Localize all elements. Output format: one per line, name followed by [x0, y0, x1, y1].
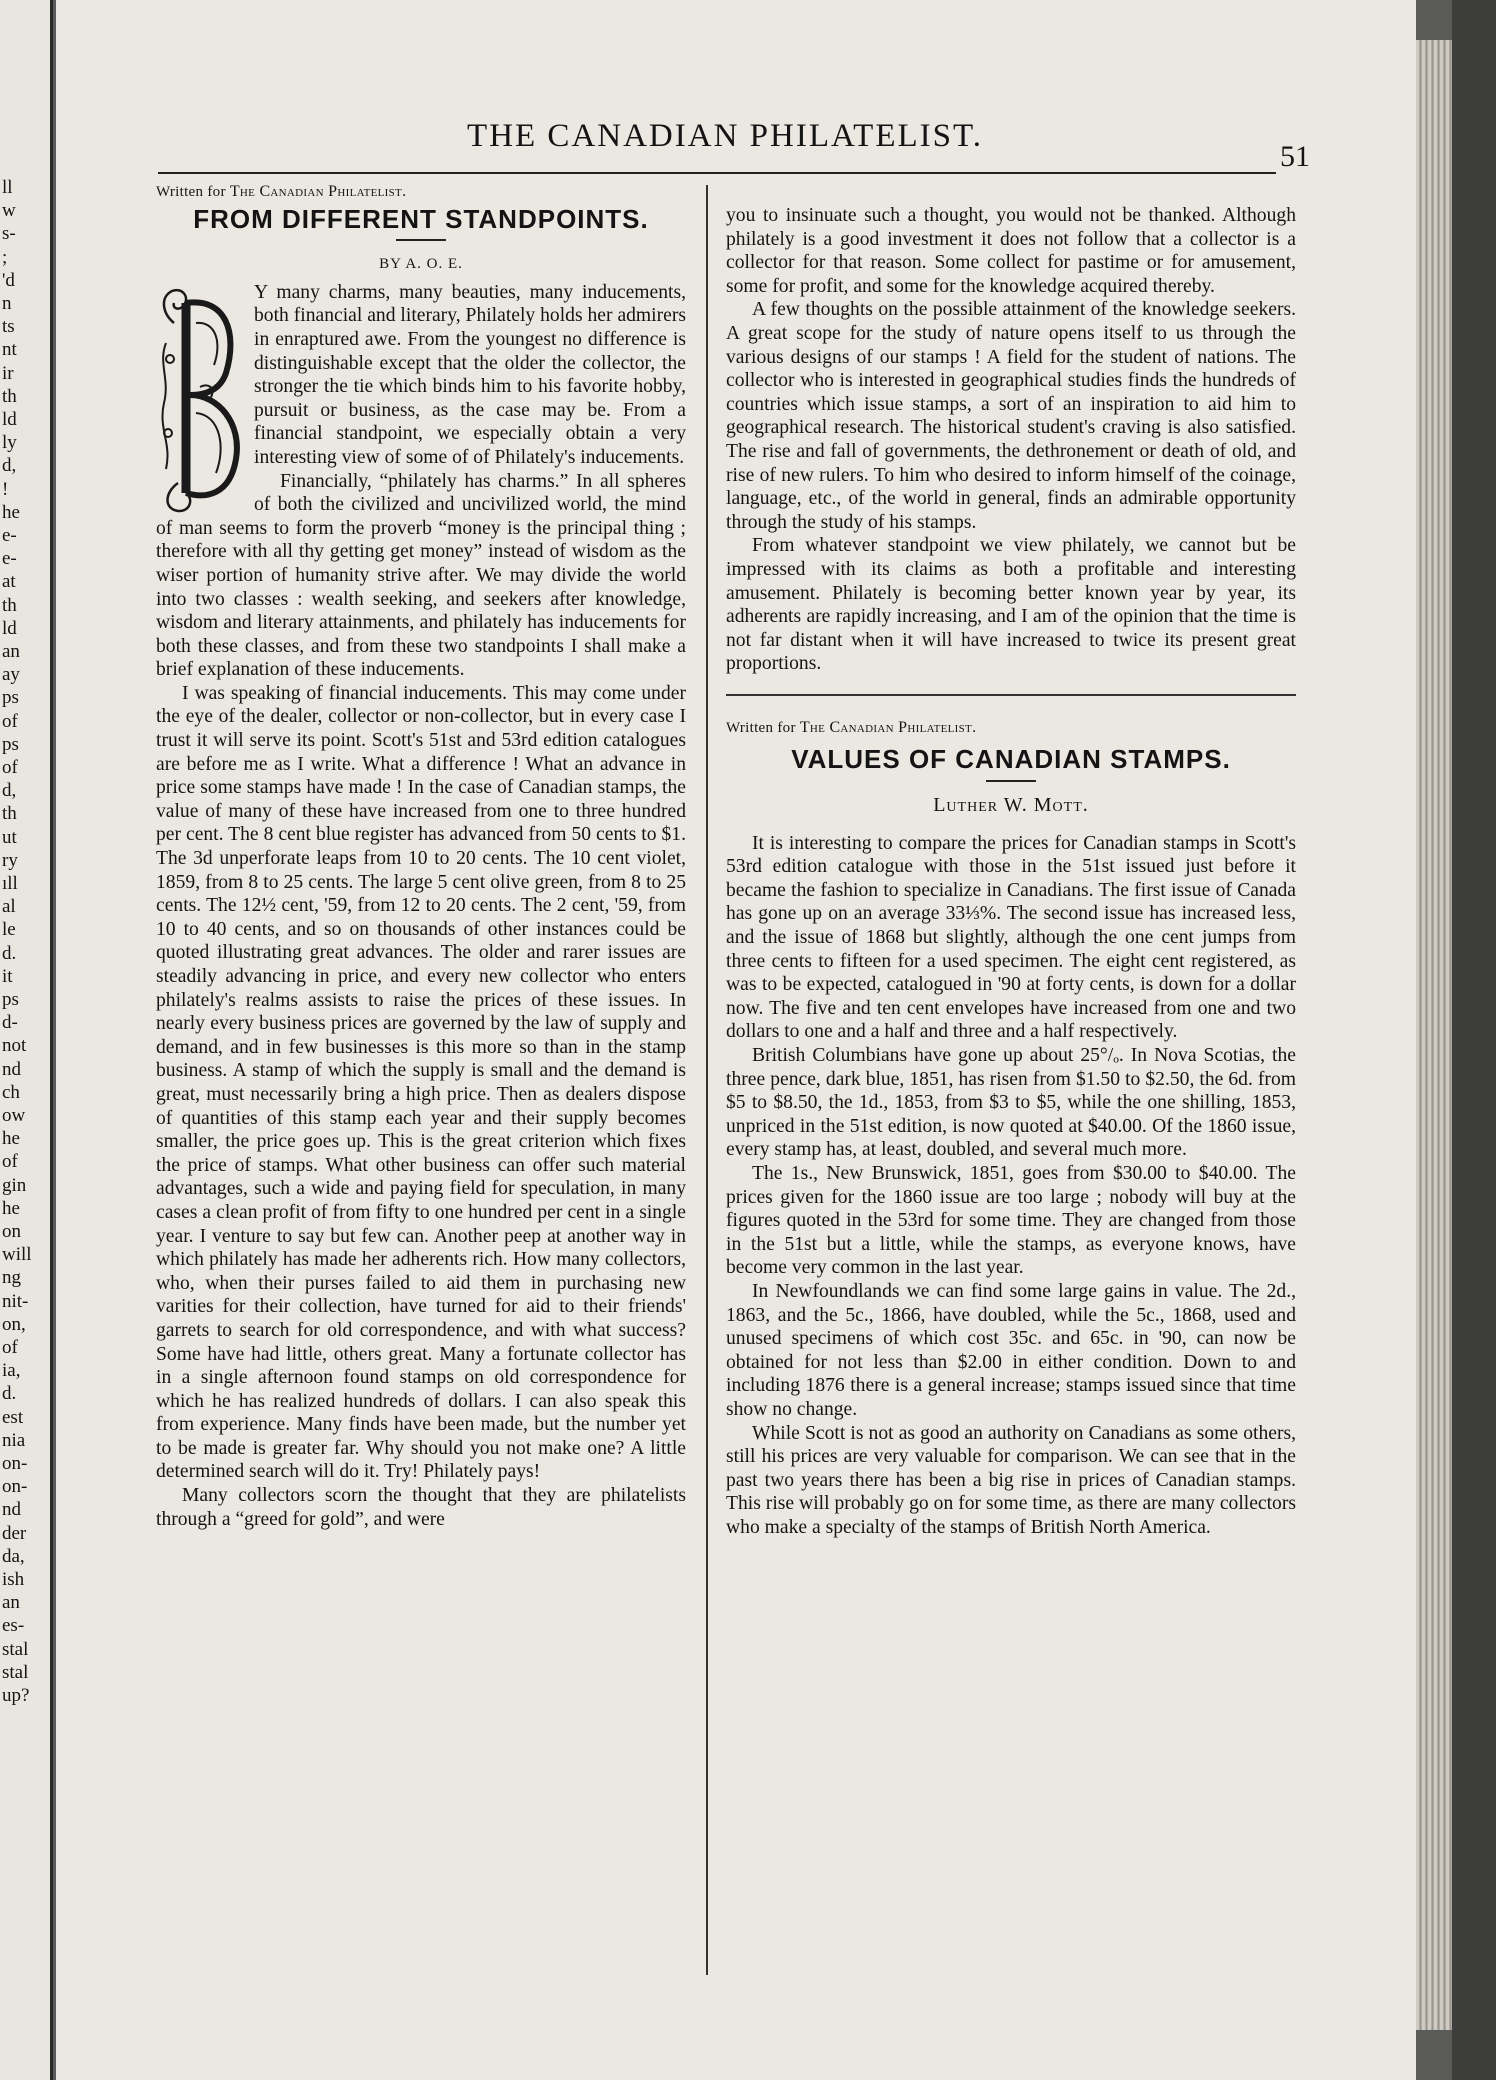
margin-fragment: nd: [2, 1058, 21, 1080]
title-rule: [396, 239, 446, 241]
section-rule: [726, 694, 1296, 696]
written-for-note: [726, 716, 1296, 741]
margin-fragment: ay: [2, 664, 20, 686]
margin-fragment: ps: [2, 687, 19, 709]
margin-fragment: will: [2, 1244, 32, 1266]
margin-fragment: al: [2, 896, 16, 918]
paragraph: Y many charms, many beauties, many inducements, both financial and literary, Philately holds her admirers in enraptured awe. From the youngest no difference is distinguishable except that the older the collector, the stronger the tie which binds him to his favorite hobby, pursuit or business, as the case may be. From a financial standpoint, we especially obtain a very interesting view of some of of Philately's inducements.: [254, 281, 686, 468]
paragraph: I was speaking of financial inducements. This may come under the eye of the dealer, collector or non-collector, but in every case I trust it will serve its point. Scott's 51st and 53rd edition catalogues are before me as I write. What a difference ! What an advance in price some stamps have made ! In the case of Canadian stamps, the value of many of these have increased from one to three hundred per cent. The 8 cent blue register has advanced from 50 cents to $1. The 3d unperforate leaps from 10 to 20 cents. The 10 cent violet, 1859, from 8 to 25 cents. The large 5 cent olive green, from 8 to 25 cents. The 12½ cent, '59, from 12 to 20 cents. The 2 cent, '59, from 10 to 40 cents, and so on thousands of other instances could be quoted illustrating great advances. The older and rarer issues are steadily advancing in price, and every new collector who enters philately's realms assists to raise the prices of these issues. In nearly every business prices are governed by the law of supply and demand, and in few businesses is this more so than in the stamp business. A stamp of which the supply is small and the demand is great, must necessarily bring a high price. Then as dealers dispose of quantities of this stamp each year and their supply becomes smaller, the price goes up. This is the great criterion which fixes the price of stamps. What other business can offer such material advantages, such a wide and paying field for speculation, in many cases a clean profit of from fifty to one hundred per cent in a single year. I venture to say but few can. Another peep at another way in which philately has made her adherents rich. How many collectors, who, when their purses failed to aid them in purchasing new varities for their collection, have turned for aid to their friends' garrets to search for old correspondence, and with what success? Some have had little, others great. Many a fortunate collector has in a single afternoon found stamps on old correspondence for which he has realized hundreds of dollars. I can also speak this from experience. Many finds have been made, but the number yet to be made is greater far. Why should you not make one? A little determined search will do it. Try! Philately pays!: [156, 682, 686, 1483]
margin-fragment: ch: [2, 1081, 20, 1103]
paragraph: Many collectors scorn the thought that they are philatelists through a “greed for gold”, and were: [156, 1485, 686, 1530]
margin-fragment: ıll: [2, 873, 18, 894]
margin-fragment: up?: [2, 1685, 30, 1706]
margin-fragment: an: [2, 641, 20, 662]
margin-fragment: ia,: [2, 1360, 21, 1382]
margin-fragment: da,: [2, 1545, 25, 1567]
margin-fragment: ow: [2, 1105, 26, 1126]
margin-fragment: der: [2, 1522, 27, 1544]
margin-fragment: n: [2, 293, 12, 314]
margin-fragment: es-: [2, 1615, 25, 1637]
ornamental-dropcap-b: [156, 283, 244, 513]
margin-fragment: gin: [2, 1174, 27, 1196]
margin-fragment: ps: [2, 733, 19, 755]
paragraph: The 1s., New Brunswick, 1851, goes from $30.00 to $40.00. The prices given for the 1860 issue are too large ; nobody will buy at the figures quoted in the 53rd for some time. They are changed from those in the 51st but a little, while the stamps, as everyone knows, have become very common in the last year.: [726, 1162, 1296, 1279]
written-for-prefix: Written for: [156, 184, 226, 200]
margin-fragment: ;: [2, 246, 8, 268]
margin-fragment: le: [2, 919, 16, 941]
margin-fragment: an: [2, 1592, 20, 1614]
margin-fragment: s-: [2, 223, 16, 245]
margin-fragment: d,: [2, 455, 17, 477]
margin-fragment: 'd: [2, 269, 15, 291]
margin-fragment: on: [2, 1221, 21, 1242]
paragraph: British Columbians have gone up about 25°/ₒ. In Nova Scotias, the three pence, dark blue, 1851, has risen from $1.50 to $2.50, the 6d. from $5 to $8.50, the 1d., 1853, from $3 to $5, while the one shilling, 1853, unpriced in the 51st edition, is now quoted at $40.00. Of the 1860 issue, every stamp has, at least, doubled, and several much more.: [726, 1045, 1296, 1161]
paragraph: It is interesting to compare the prices for Canadian stamps in Scott's 53rd edition catalogue with those in the 51st issued just before it became the fashion to specialize in Canadians. The first issue of Canada has gone up on an average 33⅓%. The second issue has increased less, and the issue of 1868 but slightly, although the one cent jumps from three cents to fifteen for a used specimen. The eight cent registered, as was to be expected, catalogued in '90 at forty cents, is down for a dollar now. The five and ten cent envelopes have increased from one and two dollars to one and a half and three and a half respectively.: [726, 832, 1296, 1043]
page-number: 51: [1280, 140, 1310, 173]
margin-fragment: stal: [2, 1638, 29, 1660]
margin-fragment: ir: [2, 362, 14, 384]
article-byline: BY A. O. E.: [379, 256, 463, 273]
written-for-publication: The Canadian Philatelist.: [229, 183, 407, 200]
margin-fragment: d,: [2, 780, 17, 802]
paragraph: While Scott is not as good an authority on Canadians as some others, still his prices are very valuable for comparison. We can see that in the past two years there has been a big rise in prices of Canadian stamps. This rise will probably go on for some time, as there are many collectors who make a specialty of the stamps of British North America.: [726, 1422, 1296, 1538]
margin-fragment: of: [2, 757, 18, 778]
margin-fragment: of: [2, 1337, 18, 1358]
margin-fragment: ll: [2, 177, 13, 198]
margin-fragment: nd: [2, 1499, 21, 1521]
running-title: THE CANADIAN PHILATELIST.: [467, 118, 983, 154]
margin-fragment: e-: [2, 525, 17, 546]
paragraph: From whatever standpoint we view philately, we cannot but be impressed with its claims as both a profitable and interesting amusement. Philately is becoming better known year by year, its adherents are rapidly increasing, and I am of the opinion that the time is not far distant when it will have increased to twice its present great proportions.: [726, 535, 1296, 675]
written-for-prefix: Written for: [726, 719, 796, 736]
margin-fragment: ld: [2, 409, 17, 430]
margin-fragment: of: [2, 1151, 18, 1173]
paragraph: In Newfoundlands we can find some large gains in value. The 2d., 1863, and the 5c., 1866, have doubled, while the 5c., 1868, used and unused specimens of which cost 35c. and 65c. in '90, can now be obtained for not less than $2.00 in either condition. Down to and including 1876 there is a general increase; stamps issued since that time show no change.: [726, 1280, 1296, 1420]
article-title: VALUES OF CANADIAN STAMPS.: [791, 744, 1231, 775]
margin-fragment: on-: [2, 1453, 28, 1474]
adjacent-page-strip: [0, 0, 53, 2080]
margin-fragment: on,: [2, 1313, 26, 1335]
margin-fragment: th: [2, 803, 17, 825]
margin-fragment: he: [2, 1197, 20, 1219]
margin-fragment: at: [2, 571, 16, 593]
margin-fragment: nit-: [2, 1290, 29, 1312]
margin-fragment: ish: [2, 1569, 25, 1590]
margin-fragment: nia: [2, 1429, 26, 1451]
margin-fragment: nt: [2, 339, 17, 361]
margin-fragment: e-: [2, 548, 17, 570]
margin-fragment: ng: [2, 1267, 21, 1289]
margin-fragment: it: [2, 965, 13, 987]
margin-fragment: of: [2, 710, 18, 732]
title-rule: [986, 780, 1036, 782]
written-for-publication: The Canadian Philatelist.: [799, 718, 977, 736]
header-rule: [158, 172, 1276, 174]
right-column: [726, 204, 1296, 1539]
margin-fragment: w: [2, 200, 16, 222]
article-title: FROM DIFFERENT STANDPOINTS.: [193, 203, 649, 234]
article-byline: Luther W. Mott.: [933, 794, 1089, 817]
margin-fragment: ld: [2, 617, 17, 639]
margin-fragment: not: [2, 1035, 27, 1057]
paragraph: A few thoughts on the possible attainment of the knowledge seekers. A great scope for the study of nature opens itself to us through the various designs of our stamps ! A field for the student of nations. The collector who is interested in geographical studies finds the hundreds of countries which issue stamps, a sort of an inspiration to aid him to geographical research. The historical student's craving is also satisfied. The rise and fall of governments, the dethronement or death of old, and rise of new rulers. To him who desired to inform himself of the coinage, language, etc., of the world in general, finds an admirable opportunity through the study of his stamps.: [726, 299, 1296, 533]
margin-fragment: on-: [2, 1476, 28, 1498]
margin-fragment: he: [2, 1128, 20, 1150]
margin-fragment: ps: [2, 989, 19, 1010]
left-column: [156, 180, 686, 1531]
margin-fragment: est: [2, 1406, 24, 1428]
margin-fragment: ry: [2, 849, 18, 871]
paragraph: you to insinuate such a thought, you would not be thanked. Although philately is a good investment it does not follow that a collector is a collector for that reason. Some collect for pastime or for amusement, some for profit, and some for the knowledge acquired thereby.: [726, 205, 1296, 297]
column-divider: [706, 185, 708, 1975]
margin-fragment: d-: [2, 1012, 18, 1034]
margin-fragment: ts: [2, 316, 15, 338]
margin-fragment: th: [2, 385, 17, 407]
margin-fragment: stal: [2, 1661, 29, 1683]
margin-fragment: th: [2, 594, 17, 616]
margin-fragment: ly: [2, 432, 17, 454]
margin-fragment: he: [2, 501, 20, 523]
margin-fragment: d.: [2, 942, 17, 964]
page-header: [140, 118, 1310, 173]
margin-fragment: d.: [2, 1383, 17, 1405]
book-cover-edge: [1452, 0, 1496, 2080]
written-for-note: [156, 180, 686, 205]
margin-fragment: !: [2, 478, 9, 500]
margin-fragment: ut: [2, 826, 17, 848]
paragraph: Financially, “philately has charms.” In all spheres of both the civilized and uncivilized world, the mind of man seems to form the proverb “money is the principal thing ; therefore with all thy getting get money” instead of wisdom as the wiser portion of humanity strive after. We may divide the world into two classes : wealth seeking, and seekers after knowledge, wisdom and literary attainments, and philately has inducements for both these classes, and from these two standpoints I shall make a brief explanation of these inducements.: [156, 470, 686, 681]
